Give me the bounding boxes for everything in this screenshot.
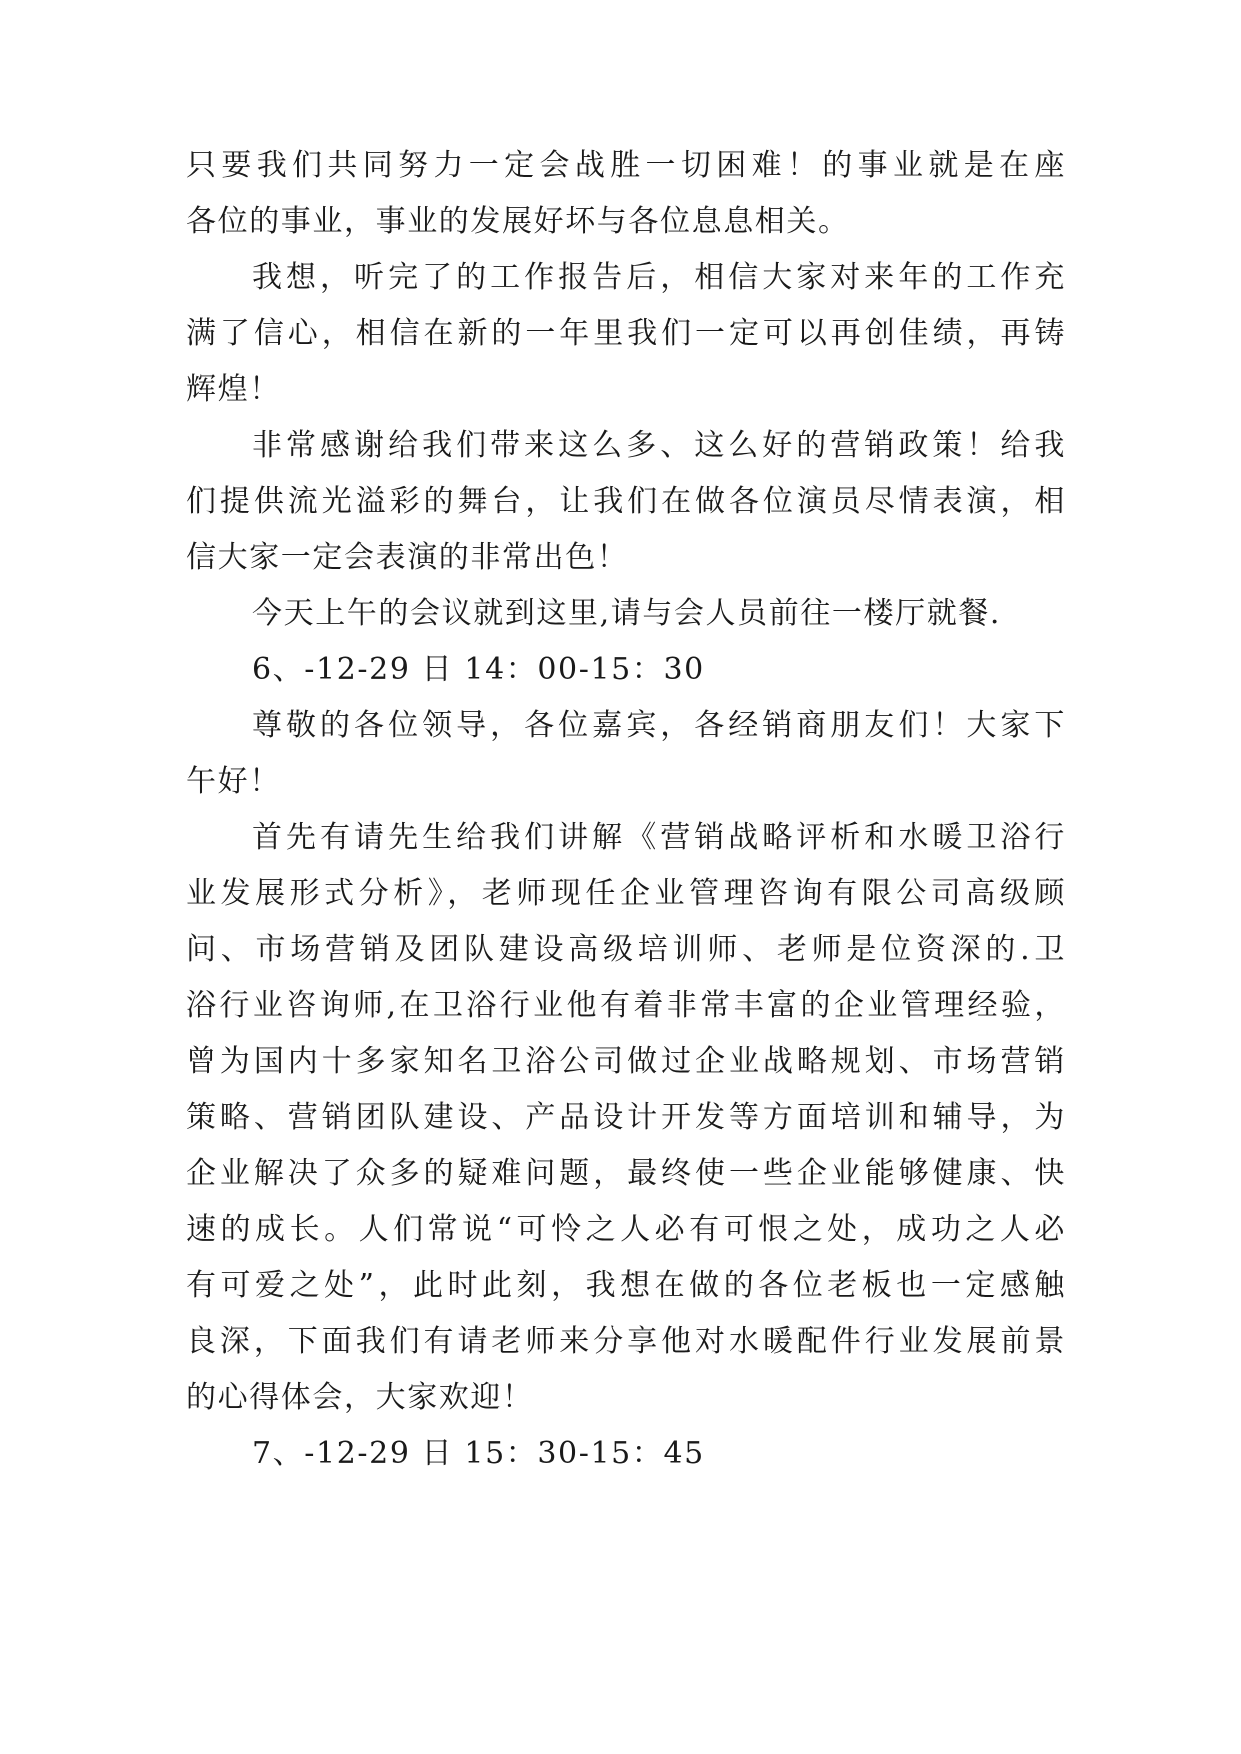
text-line: 问、市场营销及团队建设高级培训师、老师是位资深的.卫 [186, 932, 1066, 967]
text-line: 的心得体会，大家欢迎！ [186, 1380, 534, 1415]
text-line: 午好！ [186, 764, 281, 799]
text-line: 只要我们共同努力一定会战胜一切困难！的事业就是在座 [186, 148, 1066, 183]
text-line: 今天上午的会议就到这里,请与会人员前往一楼厅就餐. [252, 596, 1002, 631]
text-line: 良深，下面我们有请老师来分享他对水暖配件行业发展前景 [186, 1324, 1066, 1359]
text-line: 首先有请先生给我们讲解《营销战略评析和水暖卫浴行 [252, 820, 1066, 855]
text-line: 企业解决了众多的疑难问题，最终使一些企业能够健康、快 [186, 1156, 1066, 1191]
text-line: 有可爱之处”，此时此刻，我想在做的各位老板也一定感触 [186, 1268, 1066, 1303]
text-line: 浴行业咨询师,在卫浴行业他有着非常丰富的企业管理经验， [186, 988, 1066, 1023]
text-line: 速的成长。人们常说“可怜之人必有可恨之处，成功之人必 [186, 1212, 1066, 1247]
text-line: 我想，听完了的工作报告后，相信大家对来年的工作充 [252, 260, 1066, 295]
text-line: 尊敬的各位领导，各位嘉宾，各经销商朋友们！大家下 [252, 708, 1066, 743]
text-line: 满了信心，相信在新的一年里我们一定可以再创佳绩，再铸 [186, 316, 1066, 351]
text-line: 策略、营销团队建设、产品设计开发等方面培训和辅导，为 [186, 1100, 1066, 1135]
schedule-heading: 6、-12-29 日 14：00-15：30 [252, 652, 705, 687]
text-line: 业发展形式分析》，老师现任企业管理咨询有限公司高级顾 [186, 876, 1066, 911]
schedule-heading: 7、-12-29 日 15：30-15：45 [252, 1436, 705, 1471]
text-line: 辉煌！ [186, 372, 281, 407]
text-line: 各位的事业，事业的发展好坏与各位息息相关。 [186, 204, 850, 239]
text-line: 曾为国内十多家知名卫浴公司做过企业战略规划、市场营销 [186, 1044, 1066, 1079]
text-line: 信大家一定会表演的非常出色！ [186, 540, 629, 575]
text-line: 非常感谢给我们带来这么多、这么好的营销政策！给我 [252, 428, 1066, 463]
text-line: 们提供流光溢彩的舞台，让我们在做各位演员尽情表演，相 [186, 484, 1066, 519]
